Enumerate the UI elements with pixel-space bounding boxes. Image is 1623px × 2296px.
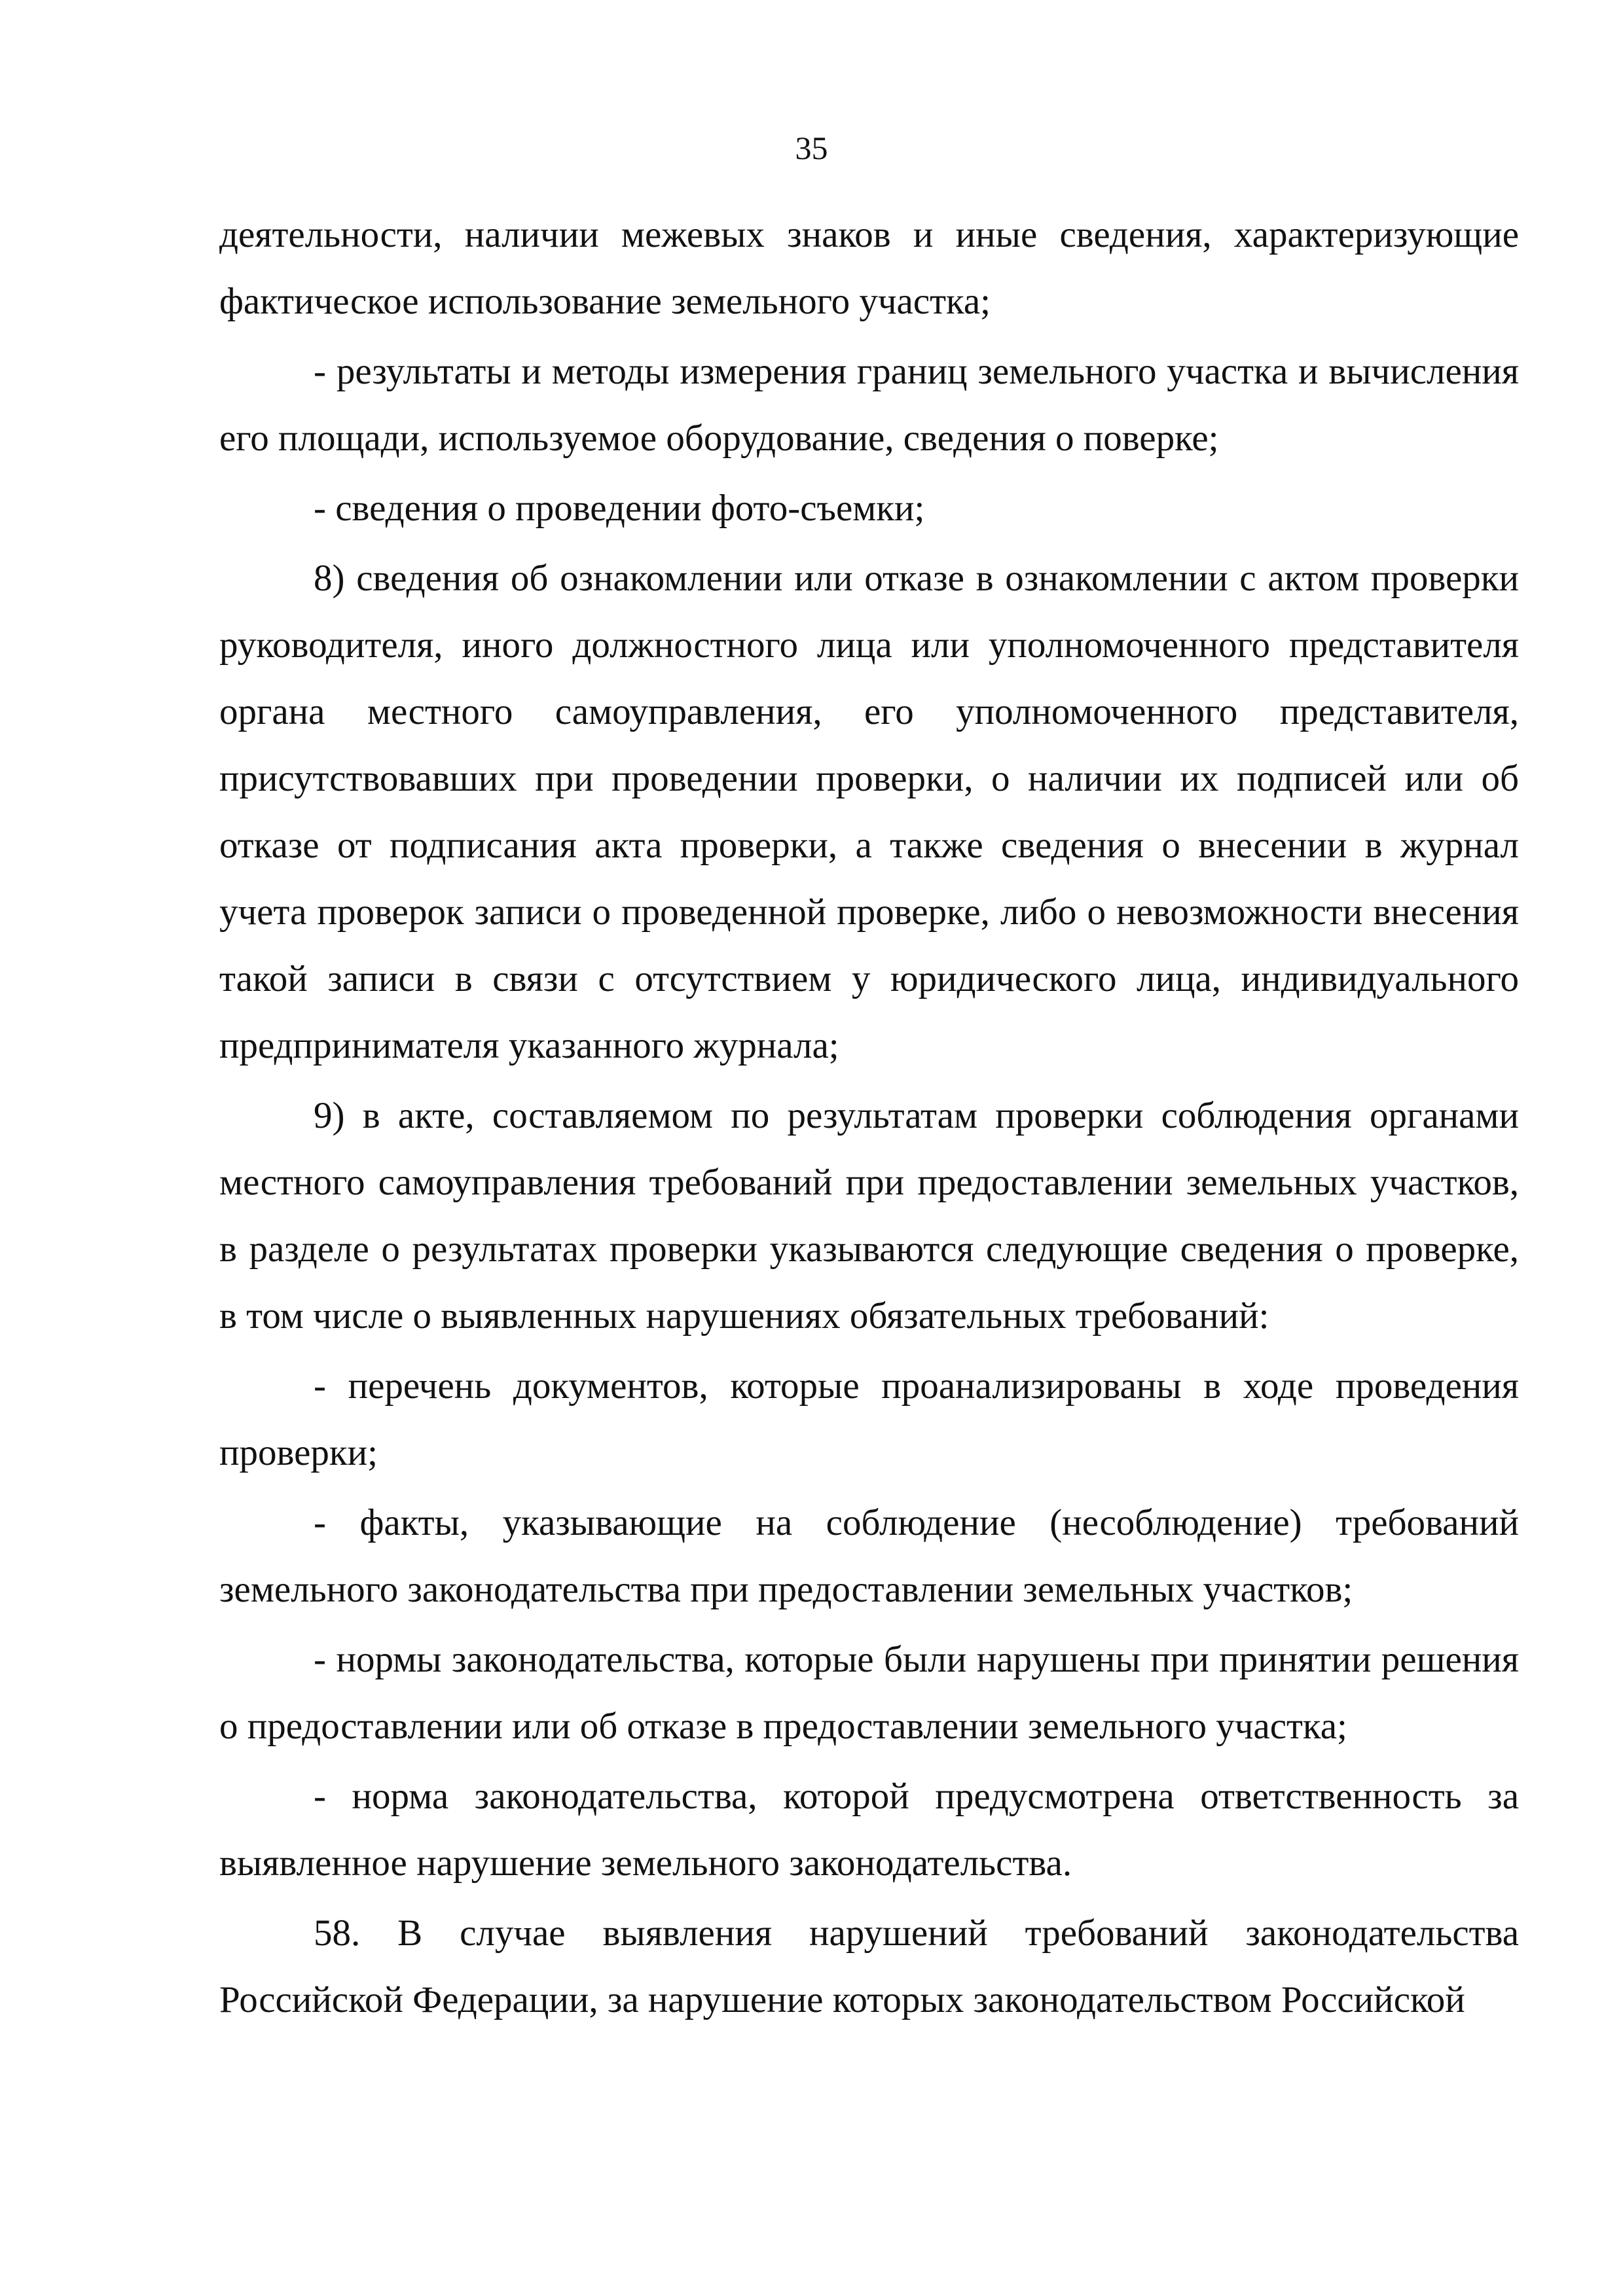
document-body xyxy=(219,202,1519,2037)
item-9-inspection-act: 9) в акте, составляемом по результатам проверки соблюдения органами местного самоуправления требований при предоставлении земельных участков, в разделе о результатах проверки указываются следующие сведения о проверке, в том числе о выявленных нарушениях обязательных требований: xyxy=(219,1095,1519,1336)
paragraph-continuation: деятельности, наличии межевых знаков и иные сведения, характеризующие фактическое использование земельного участка; xyxy=(219,214,1519,322)
list-item-documents-analyzed: - перечень документов, которые проанализированы в ходе проведения проверки; xyxy=(219,1365,1519,1473)
list-item-liability-norm: - норма законодательства, которой предусмотрена ответственность за выявленное нарушение земельного законодательства. xyxy=(219,1776,1519,1884)
section-58: 58. В случае выявления нарушений требований законодательства Российской Федерации, за нарушение которых законодательством Российской xyxy=(219,1912,1519,2020)
list-item-violated-norms: - нормы законодательства, которые были нарушены при принятии решения о предоставлении или об отказе в предоставлении земельного участка; xyxy=(219,1639,1519,1747)
list-item-measurement-results: - результаты и методы измерения границ земельного участка и вычисления его площади, используемое оборудование, сведения о поверке; xyxy=(219,351,1519,459)
page-number: 35 xyxy=(795,130,828,166)
list-item-facts: - факты, указывающие на соблюдение (несоблюдение) требований земельного законодательства при предоставлении земельных участков; xyxy=(219,1502,1519,1610)
list-item-photo-survey: - сведения о проведении фото-съемки; xyxy=(314,488,925,529)
item-8-familiarization: 8) сведения об ознакомлении или отказе в ознакомлении с актом проверки руководителя, иного должностного лица или уполномоченного представителя органа местного самоуправления, его уполномоченного представителя, присутствовавших при проведении проверки, о наличии их подписей или об отказе от подписания акта проверки, а также сведения о внесении в журнал учета проверок записи о проведенной проверке, либо о невозможности внесения такой записи в связи с отсутствием у юридического лица, индивидуального предпринимателя указанного журнала; xyxy=(219,558,1519,1066)
